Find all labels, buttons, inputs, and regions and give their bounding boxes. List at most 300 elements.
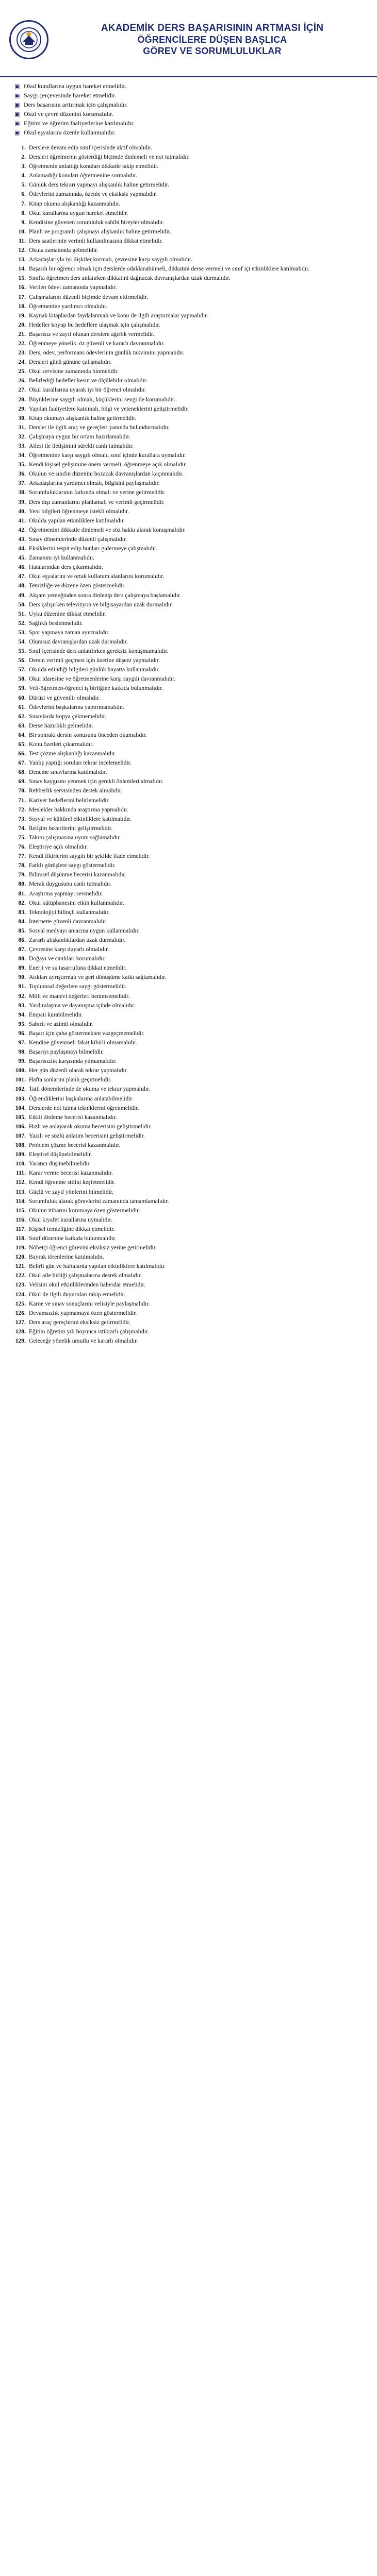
list-item <box>11 927 366 935</box>
list-item-text: Spor yapmaya zaman ayırmalıdır. <box>29 629 110 636</box>
document-title <box>57 23 368 57</box>
list-item-text: Okul idaresine ve öğretmenlerine karşı saygılı davranmalıdır. <box>29 675 176 683</box>
list-item-number: 24. <box>18 359 26 366</box>
list-item-text: Eksiklerini tespit edip bunları gidermeye çalışmalıdır. <box>29 545 158 552</box>
list-item-text: Başarısızlık karşısında yılmamalıdır. <box>29 1058 117 1065</box>
list-item-number: 126. <box>15 1309 26 1316</box>
list-item-text: Kitap okumayı alışkanlık haline getirmelidir. <box>29 414 137 421</box>
list-item-text: Anlamadığı konuları öğretmenine sormalıdır. <box>29 172 137 179</box>
list-item <box>11 563 366 571</box>
list-item <box>11 945 366 954</box>
list-item-number: 49. <box>18 591 26 599</box>
list-item-text: Okul servisine zamanında binmelidir. <box>29 368 119 375</box>
list-item-text: Tatil dönemlerinde de okuma ve tekrar yapmalıdır. <box>29 1086 151 1093</box>
intro-item-text: Ders başarısını arttırmak için çalışmalıdır. <box>24 101 128 108</box>
list-item-text: Milli ve manevi değerleri benimsemelidir. <box>29 992 130 999</box>
list-item <box>11 293 366 301</box>
list-item-text: Merak duygusunu canlı tutmalıdır. <box>29 880 112 888</box>
list-item-text: Sağlıklı beslenmelidir. <box>29 619 83 626</box>
list-item-number: 25. <box>18 368 26 375</box>
list-item-text: Yapılan faaliyetlere katılmalı, bilgi ve yeteneklerini geliştirmelidir. <box>29 405 189 412</box>
list-item-number: 88. <box>18 955 26 962</box>
list-item <box>11 312 366 320</box>
list-item <box>11 367 366 376</box>
list-item-number: 113. <box>15 1188 26 1195</box>
list-item-text: Sınav kaygısını yenmek için gerekli önlemleri almalıdır. <box>29 778 164 785</box>
list-item-number: 110. <box>15 1160 26 1167</box>
list-item-text: Deneme sınavlarına katılmalıdır. <box>29 769 107 776</box>
list-item-number: 91. <box>18 983 26 990</box>
list-item <box>11 1132 366 1140</box>
checkbox-bullet-icon: ▣ <box>14 83 20 90</box>
list-item-text: Öğretmenine karşı saygılı olmalı, sınıf içinde kurallara uymalıdır. <box>29 452 186 459</box>
list-item <box>11 694 366 702</box>
list-item-text: Öğretmenini dikkatle dinlemeli ve söz hakkı alarak konuşmalıdır. <box>29 526 186 533</box>
list-item <box>11 209 366 217</box>
list-item-number: 12. <box>18 247 26 254</box>
list-item-number: 63. <box>18 722 26 729</box>
list-item-text: İnternette güvenli davranmalıdır. <box>29 918 108 925</box>
list-item <box>11 740 366 749</box>
list-item-text: Ödevlerini başkalarına yaptırmamalıdır. <box>29 703 125 710</box>
list-item-number: 38. <box>18 489 26 496</box>
list-item-text: Kendine güvenmeli fakat kibirli olmamalıdır. <box>29 1039 138 1046</box>
intro-item <box>14 110 363 118</box>
list-item-number: 23. <box>18 349 26 357</box>
list-item-number: 72. <box>18 806 26 813</box>
list-item-text: Sosyal ve kültürel etkinliklere katılmalıdır. <box>29 815 132 822</box>
list-item <box>11 722 366 730</box>
list-item <box>11 386 366 394</box>
list-item <box>11 834 366 842</box>
list-item-number: 68. <box>18 769 26 776</box>
list-item-text: Okul kurallarına uygun hareket etmelidir. <box>29 209 128 216</box>
intro-item <box>14 82 363 91</box>
list-item-number: 42. <box>18 526 26 533</box>
list-item-text: Devamsızlık yapmamaya özen göstermelidir. <box>29 1309 137 1316</box>
list-item <box>11 843 366 851</box>
list-item-number: 7. <box>21 200 26 207</box>
list-item-number: 73. <box>18 815 26 822</box>
list-item-number: 116. <box>15 1216 26 1223</box>
list-item-number: 40. <box>18 507 26 515</box>
list-item <box>11 824 366 833</box>
checkbox-bullet-icon: ▣ <box>14 92 20 99</box>
list-item <box>11 451 366 460</box>
list-item-number: 27. <box>18 386 26 394</box>
list-item <box>11 237 366 245</box>
list-item-number: 5. <box>21 181 26 189</box>
list-item-number: 52. <box>18 619 26 626</box>
list-item-number: 90. <box>18 974 26 981</box>
list-item <box>11 1253 366 1261</box>
list-item-number: 81. <box>18 890 26 897</box>
list-item-text: Öğretmenine yardımcı olmalıdır. <box>29 302 108 310</box>
list-item <box>11 396 366 404</box>
list-item-text: Velisini okul etkinliklerinden haberdar etmelidir. <box>29 1281 145 1289</box>
list-item <box>11 675 366 683</box>
list-item <box>11 982 366 991</box>
list-item-number: 120. <box>15 1253 26 1261</box>
list-item-text: Sınıfta öğretmen ders anlatırken dikkatini dağıtacak davranışlardan uzak durmalıdır. <box>29 275 231 282</box>
list-item-text: Araştırma yapmayı sevmelidir. <box>29 890 103 897</box>
list-item-number: 128. <box>15 1328 26 1335</box>
list-item-text: Hatalarından ders çıkarmalıdır. <box>29 564 103 571</box>
list-item <box>11 153 366 161</box>
list-item-text: Okulda edindiği bilgileri günlük hayatta kullanmalıdır. <box>29 666 160 673</box>
list-item <box>11 777 366 786</box>
list-item-text: Derse hazırlıklı gelmelidir. <box>29 722 93 729</box>
list-item-number: 4. <box>21 172 26 179</box>
list-item-text: Farklı görüşlere saygı göstermelidir. <box>29 862 116 869</box>
list-item-number: 109. <box>15 1151 26 1158</box>
list-item-text: Çalışmaya uygun bir ortam hazırlamalıdır. <box>29 433 130 440</box>
list-item-number: 83. <box>18 908 26 916</box>
list-item-number: 111. <box>15 1170 26 1177</box>
list-item-text: Kariyer hedeflerini belirlemelidir. <box>29 796 110 804</box>
list-item <box>11 1150 366 1159</box>
intro-item <box>14 128 363 137</box>
list-item-text: Okulun itibarını korumaya özen göstermelidir. <box>29 1207 140 1214</box>
list-item-number: 107. <box>15 1132 26 1139</box>
list-item <box>11 908 366 917</box>
list-item-text: Sınıf içerisinde ders anlatılırken gereksiz konuşmamalıdır. <box>29 648 169 655</box>
list-item-text: İletişim becerilerini geliştirmelidir. <box>29 824 112 832</box>
list-item-number: 119. <box>15 1244 26 1251</box>
list-item-text: Okulun ve sınıfın düzenini bozacak davranışlardan kaçınmalıdır. <box>29 470 184 478</box>
intro-item-text: Eğitim ve öğretim faaliyetlerine katılmalıdır. <box>24 120 135 127</box>
list-item <box>11 955 366 963</box>
list-item-text: Derslere devam edip sınıf içerisinde aktif olmalıdır. <box>29 144 153 151</box>
list-item-number: 93. <box>18 1002 26 1009</box>
list-item <box>11 582 366 590</box>
list-item-number: 22. <box>18 340 26 347</box>
list-item-text: Ders araç gereçlerini eksiksiz getirmelidir. <box>29 1318 130 1326</box>
list-item-text: Dersleri günü gününe çalışmalıdır. <box>29 359 112 366</box>
list-item <box>11 703 366 711</box>
list-item-number: 97. <box>18 1039 26 1046</box>
list-item <box>11 964 366 972</box>
list-item-text: Kendi öğrenme stilini keşfetmelidir. <box>29 1179 116 1186</box>
list-item-text: Temizliğe ve düzene özen göstermelidir. <box>29 582 126 589</box>
list-item-text: Karar verme becerisi kazanmalıdır. <box>29 1170 113 1177</box>
list-item-text: Etkili dinleme becerisi kazanmalıdır. <box>29 1113 117 1121</box>
list-item-text: Başarılı bir öğrenci olmak için derslerde odaklanabilmeli, dikkatini derse vermeli ve sınıf içi etkinliklere katılmalıdır. <box>29 265 310 273</box>
list-item <box>11 283 366 292</box>
list-item <box>11 1002 366 1010</box>
list-item <box>11 1020 366 1028</box>
list-item <box>11 591 366 600</box>
list-item <box>11 256 366 264</box>
list-item-text: Veli-öğretmen-öğrenci iş birliğine katkıda bulunmalıdır. <box>29 685 163 692</box>
list-item-text: Günlük ders tekrarı yapmayı alışkanlık haline getirmelidir. <box>29 181 170 189</box>
list-item-number: 123. <box>15 1281 26 1289</box>
list-item-number: 18. <box>18 302 26 310</box>
list-item-text: Akşam yemeğinden sonra dinlenip ders çalışmaya başlamalıdır. <box>29 591 182 599</box>
list-item-number: 67. <box>18 759 26 767</box>
list-item-text: Belirli gün ve haftalarda yapılan etkinliklere katılmalıdır. <box>29 1263 166 1270</box>
list-item <box>11 890 366 898</box>
list-item-number: 48. <box>18 582 26 589</box>
list-item <box>11 1113 366 1122</box>
list-item <box>11 162 366 171</box>
list-item <box>11 572 366 581</box>
list-item-number: 9. <box>21 218 26 226</box>
list-item-number: 64. <box>18 731 26 738</box>
intro-item-text: Okul eşyalarını özenle kullanmalıdır. <box>24 129 116 136</box>
list-item-text: Okul ile ilgili duyuruları takip etmelidir. <box>29 1291 125 1298</box>
list-item-text: Okula zamanında gelmelidir. <box>29 247 99 254</box>
list-item <box>11 181 366 189</box>
list-item-text: Olumsuz davranışlardan uzak durmalıdır. <box>29 638 128 645</box>
list-item-text: Nöbetçi öğrenci görevini eksiksiz yerine getirmelidir. <box>29 1244 157 1251</box>
list-item <box>11 1123 366 1131</box>
list-item-text: Yeni bilgileri öğrenmeye istekli olmalıdır. <box>29 507 129 515</box>
list-item <box>11 190 366 198</box>
list-item-text: Teknolojiyi bilinçli kullanmalıdır. <box>29 908 110 916</box>
list-item <box>11 1291 366 1299</box>
list-item-text: Dersin verimli geçmesi için üzerine düşeni yapmalıdır. <box>29 657 160 664</box>
list-item-text: Okul eşyalarını ve ortak kullanım alanlarını korumalıdır. <box>29 573 165 580</box>
list-item <box>11 973 366 981</box>
list-item-text: Geleceğe yönelik umutlu ve kararlı olmalıdır. <box>29 1337 138 1344</box>
list-item <box>11 1281 366 1289</box>
list-item-number: 99. <box>18 1058 26 1065</box>
list-item <box>11 1207 366 1215</box>
list-item-text: Dersleri öğretmenin gösterdiği biçimde dinlemeli ve not tutmalıdır. <box>29 154 190 161</box>
list-item-number: 96. <box>18 1029 26 1037</box>
list-item-number: 8. <box>21 209 26 216</box>
list-item <box>11 1011 366 1019</box>
list-item-number: 10. <box>18 228 26 235</box>
list-item-number: 85. <box>18 927 26 934</box>
list-item-number: 59. <box>18 685 26 692</box>
list-item-text: Zararlı alışkanlıklardan uzak durmalıdır. <box>29 936 126 943</box>
list-item <box>11 899 366 907</box>
list-item <box>11 461 366 469</box>
list-item <box>11 619 366 628</box>
list-item-number: 28. <box>18 396 26 403</box>
list-item-text: Arkadaşlarıyla iyi ilişkiler kurmalı, çevresine karşı saygılı olmalıdır. <box>29 256 193 263</box>
list-item <box>11 228 366 236</box>
list-item <box>11 200 366 208</box>
list-item-number: 89. <box>18 964 26 972</box>
intro-item-text: Okul kurallarına uygun hareket etmelidir. <box>24 82 126 90</box>
list-item <box>11 442 366 450</box>
list-item <box>11 759 366 767</box>
list-item-text: Kaynak kitaplardan faydalanmalı ve konu ile ilgili araştırmalar yapmalıdır. <box>29 312 208 319</box>
list-item <box>11 1169 366 1177</box>
list-item-number: 71. <box>18 796 26 804</box>
list-item-number: 44. <box>18 545 26 552</box>
list-item-text: Enerji ve su tasarrufuna dikkat etmelidir. <box>29 964 127 972</box>
list-item-text: Güçlü ve zayıf yönlerini bilmelidir. <box>29 1188 113 1195</box>
list-item-text: Öğrenmeye yönelik, öz güvenli ve kararlı davranmalıdır. <box>29 340 165 347</box>
list-item-number: 69. <box>18 778 26 785</box>
list-item-number: 115. <box>15 1207 26 1214</box>
list-item <box>11 656 366 665</box>
list-item <box>11 796 366 805</box>
list-item <box>11 349 366 357</box>
list-item-text: Bayrak törenlerine katılmalıdır. <box>29 1253 104 1261</box>
list-item-text: Meslekler hakkında araştırma yapmalıdır. <box>29 806 129 813</box>
list-item-text: Yanlış yaptığı soruları tekrar incelemelidir. <box>29 759 132 767</box>
list-item-text: Sorumluluklarının farkında olmalı ve yerine getirmelidir. <box>29 489 166 496</box>
list-item-number: 121. <box>15 1263 26 1270</box>
list-item <box>11 1188 366 1196</box>
list-item <box>11 526 366 534</box>
list-item-number: 100. <box>15 1067 26 1074</box>
list-item-text: Okul aile birliği çalışmalarına destek olmalıdır. <box>29 1272 142 1279</box>
list-item <box>11 545 366 553</box>
list-item-number: 75. <box>18 834 26 841</box>
list-item <box>11 377 366 385</box>
list-item-number: 114. <box>15 1197 26 1205</box>
list-item-number: 80. <box>18 880 26 888</box>
list-item-number: 43. <box>18 535 26 543</box>
list-item <box>11 302 366 311</box>
list-item-text: Karne ve sınav sonuçlarını velisiyle paylaşmalıdır. <box>29 1300 150 1307</box>
list-item-number: 112. <box>15 1179 26 1186</box>
list-item-text: Derslerde not tutma tekniklerini öğrenmelidir. <box>29 1104 139 1111</box>
list-item <box>11 610 366 618</box>
list-item <box>11 1225 366 1233</box>
list-item-text: Doğayı ve canlıları korumalıdır. <box>29 955 106 962</box>
list-item-text: Kendi kişisel gelişimine önem vermeli, öğrenmeye açık olmalıdır. <box>29 461 187 468</box>
intro-item <box>14 91 363 100</box>
list-item-number: 20. <box>18 321 26 328</box>
list-item-number: 47. <box>18 573 26 580</box>
list-item-number: 103. <box>15 1095 26 1102</box>
list-item <box>11 433 366 441</box>
list-item-text: Kişisel temizliğine dikkat etmelidir. <box>29 1225 115 1232</box>
list-item-number: 1. <box>21 144 26 151</box>
list-item-number: 79. <box>18 871 26 878</box>
list-item-number: 57. <box>18 666 26 673</box>
intro-item <box>14 100 363 109</box>
list-item-number: 56. <box>18 657 26 664</box>
list-item-text: Başarısız ve zayıf olunan derslere ağırlık vermelidir. <box>29 330 155 337</box>
intro-list <box>0 77 377 141</box>
list-item-number: 117. <box>15 1225 26 1232</box>
list-item-number: 33. <box>18 443 26 449</box>
list-item <box>11 172 366 180</box>
list-item-number: 21. <box>18 330 26 337</box>
list-item <box>11 1095 366 1103</box>
list-item-text: Bilimsel düşünme becerisi kazanmalıdır. <box>29 871 126 878</box>
list-item-text: Eleştiriye açık olmalıdır. <box>29 843 88 851</box>
list-item <box>11 1318 366 1327</box>
list-item-number: 53. <box>18 629 26 636</box>
list-item-text: Belirlediği hedefler kesin ve ölçülebilir olmalıdır. <box>29 377 147 384</box>
list-item-number: 58. <box>18 675 26 683</box>
list-item-number: 3. <box>21 163 26 170</box>
list-item-number: 17. <box>18 293 26 300</box>
list-item-text: Rehberlik servisinden destek almalıdır. <box>29 787 122 794</box>
list-item <box>11 806 366 814</box>
list-item <box>11 535 366 544</box>
list-item-number: 62. <box>18 713 26 720</box>
list-item-number: 54. <box>18 638 26 645</box>
list-item-number: 127. <box>15 1318 26 1326</box>
list-item-number: 129. <box>15 1337 26 1344</box>
list-item-number: 70. <box>18 787 26 794</box>
list-item-number: 11. <box>19 237 26 244</box>
list-item-number: 66. <box>18 750 26 757</box>
list-item-text: Çalışmalarını düzenli biçimde devam ettirmelidir. <box>29 293 148 300</box>
list-item-text: Öğretmenin anlattığı konuları dikkatle takip etmelidir. <box>29 163 159 170</box>
list-item-text: Sorumluluk alarak görevlerini zamanında tamamlamalıdır. <box>29 1197 169 1205</box>
list-item-text: Verilen ödevi zamanında yapmalıdır. <box>29 284 117 291</box>
list-item-number: 101. <box>15 1076 26 1083</box>
list-item-number: 94. <box>18 1011 26 1018</box>
list-item-text: Sınavlarda kopya çekmemelidir. <box>29 713 106 720</box>
list-item <box>11 1057 366 1065</box>
list-item <box>11 731 366 739</box>
intro-item <box>14 119 363 128</box>
list-item-number: 14. <box>18 265 26 273</box>
list-item-text: Okul kıyafet kurallarına uymalıdır. <box>29 1216 112 1223</box>
list-item-text: Zamanını iyi kullanmalıdır. <box>29 554 95 562</box>
document-header <box>0 0 377 77</box>
list-item-number: 50. <box>18 601 26 608</box>
list-item <box>11 1234 366 1243</box>
list-item-text: Atıkları ayrıştırmalı ve geri dönüşüme katkı sağlamalıdır. <box>29 974 167 981</box>
list-item <box>11 638 366 646</box>
list-item <box>11 601 366 609</box>
list-item-text: Takım çalışmasına uyum sağlamalıdır. <box>29 834 121 841</box>
list-item <box>11 1328 366 1336</box>
list-item-number: 31. <box>18 423 26 431</box>
list-item <box>11 1141 366 1149</box>
list-item-text: Hedefler koyup bu hedeflere ulaşmak için çalışmalıdır. <box>29 321 160 328</box>
list-item-number: 60. <box>18 694 26 701</box>
list-item-number: 106. <box>15 1123 26 1130</box>
list-item <box>11 1160 366 1168</box>
list-item-number: 26. <box>18 377 26 384</box>
list-item <box>11 787 366 795</box>
list-item-text: Kendisine güvenen sorumluluk sahibi bireyler olmalıdır. <box>29 218 165 226</box>
list-item-number: 46. <box>18 564 26 571</box>
list-item-number: 118. <box>15 1234 26 1242</box>
list-item <box>11 750 366 758</box>
list-item-text: Ders, ödev, performans ödevlerinin günlük takvimini yapmalıdır. <box>29 349 185 357</box>
list-item-text: Büyüklerine saygılı olmalı, küçüklerini sevgi ile korumalıdır. <box>29 396 175 403</box>
list-item <box>11 423 366 432</box>
list-item <box>11 358 366 366</box>
list-item-number: 39. <box>18 498 26 505</box>
title-line-1: AKADEMİK DERS BAŞARISININ ARTMASI İÇİN <box>101 23 324 33</box>
list-item-number: 45. <box>18 554 26 562</box>
list-item <box>11 1039 366 1047</box>
list-item-text: Arkadaşlarına yardımcı olmalı, bilgisini paylaşmalıdır. <box>29 480 160 487</box>
list-item-number: 61. <box>18 703 26 710</box>
list-item <box>11 1216 366 1224</box>
list-item <box>11 1272 366 1280</box>
list-item-number: 2. <box>21 154 26 161</box>
list-item-text: Öğrendiklerini başkalarına anlatabilmelidir. <box>29 1095 134 1102</box>
list-item <box>11 1309 366 1317</box>
list-item-text: Eğitim öğretim yılı boyunca istikrarlı çalışmalıdır. <box>29 1328 150 1335</box>
list-item-text: Eleştirel düşünebilmelidir. <box>29 1151 92 1158</box>
list-item-number: 102. <box>15 1086 26 1093</box>
list-item <box>11 321 366 329</box>
list-item-number: 95. <box>18 1020 26 1027</box>
list-item <box>11 852 366 860</box>
list-item-number: 82. <box>18 899 26 906</box>
list-item-number: 104. <box>15 1104 26 1111</box>
list-item <box>11 1085 366 1093</box>
